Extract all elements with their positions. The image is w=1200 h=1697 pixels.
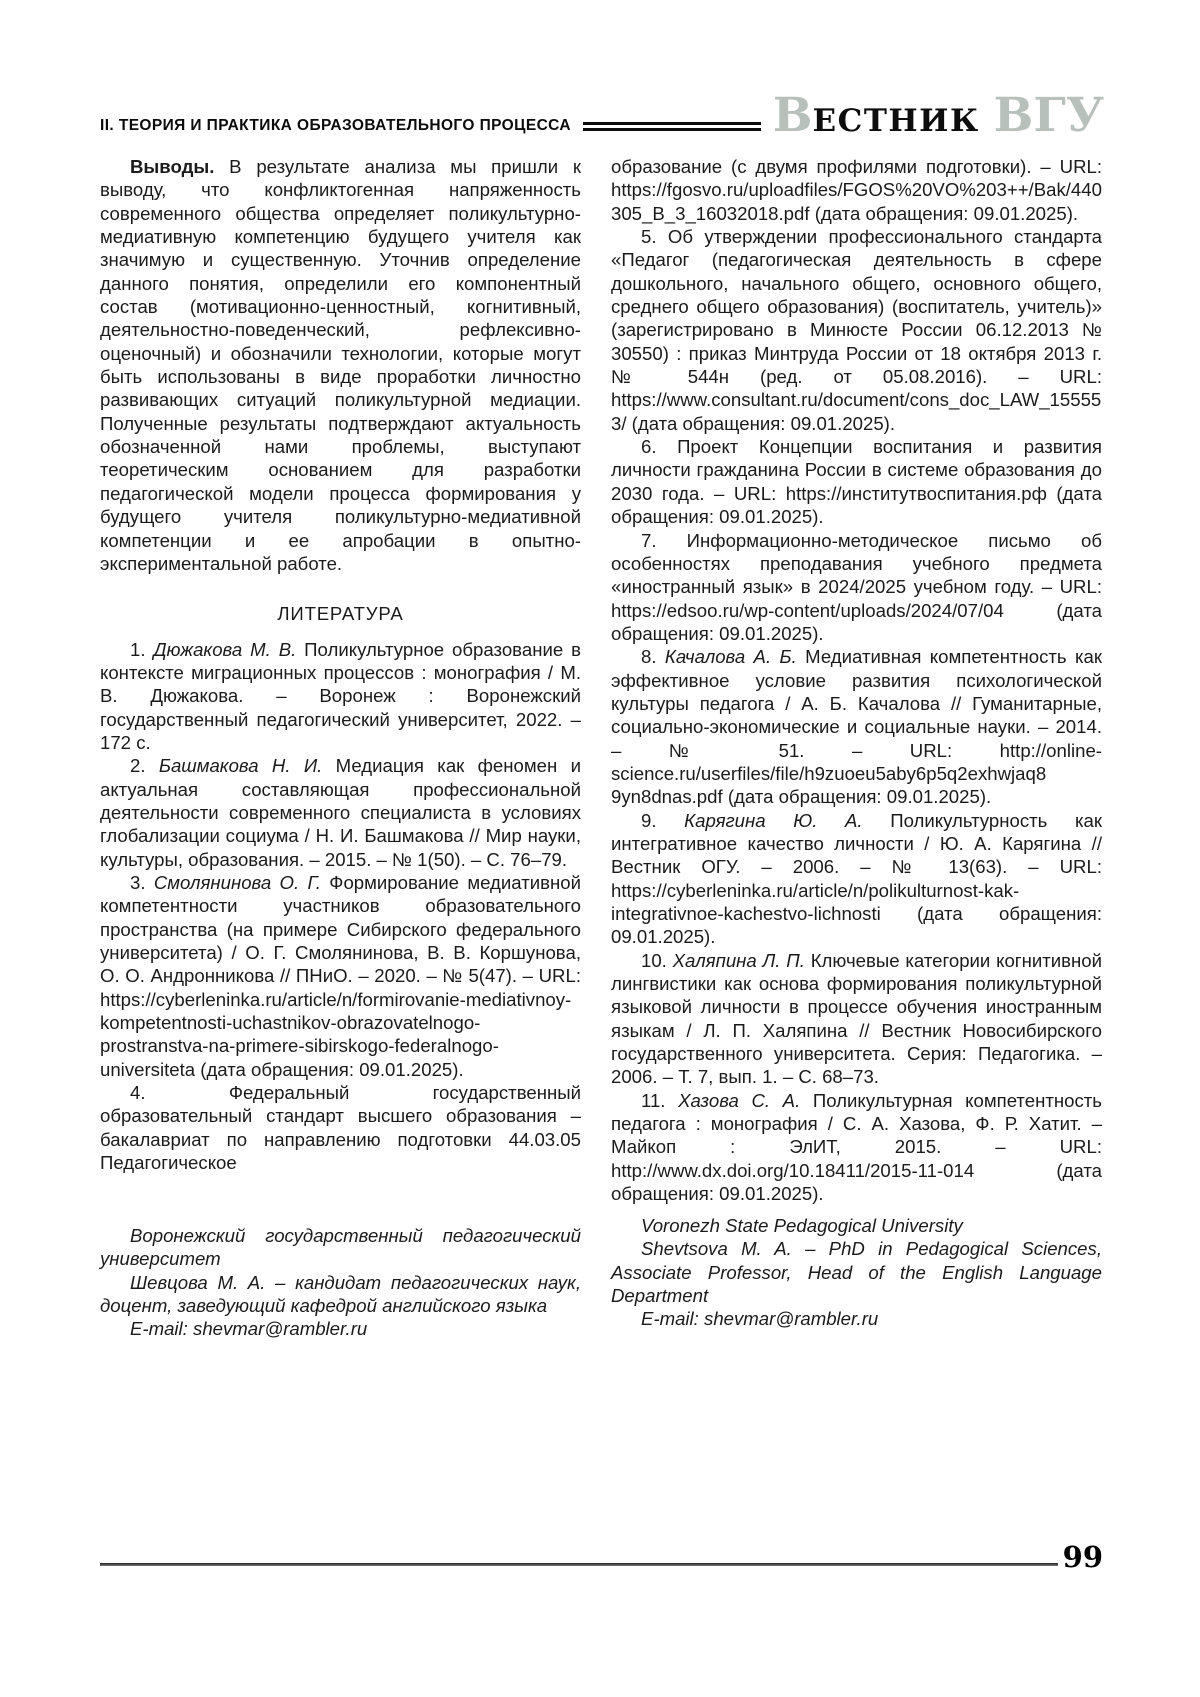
page-header [100,88,1104,143]
left-column [100,155,581,1174]
reference-text: Ключевые категории когнитивной лингвистики как основа формирования поликультурной языковой личности в процессе обучения иностранным языкам / Л. П. Халяпина // Вестник Новосибирского государственного университета. Серия: Педагогика. – 2006. – Т. 7, вып. 1. – С. 68–73. [611,949,1103,1088]
affiliation-line: Shevtsova M. A. – PhD in Pedagogical Sciences, Associate Professor, Head of the English Language Department [611,1238,1102,1307]
reference-item [100,754,581,871]
reference-author: Хазова С. А. [678,1089,801,1111]
reference-item [611,435,1102,528]
reference-text: образование (с двумя профилями подготовки). – URL: https://fgosvo.ru/uploadfiles/FGOS%20VO%203++/Bak/440305_B_3_16032018.pdf (дата обращения: 09.01.2025). [611,156,1102,224]
reference-item-continuation [611,155,1102,225]
page-number: 99 [1062,1540,1103,1574]
reference-text: Медиация как феномен и актуальная составляющая профессиональной деятельности современного специалиста в условиях глобализации социума / Н. И. Башмакова // Мир науки, культуры, образования. – 2015. – № 1(50). – С. 76–79. [100,755,581,870]
section-title: II. ТЕОРИЯ И ПРАКТИКА ОБРАЗОВАТЕЛЬНОГО ПРОЦЕССА [100,117,571,134]
reference-text: Медиативная компетентность как эффективное условие развития психологической культуры педагога / А. Б. Качалова // Гуманитарные, социально-экономические и социальные науки. – 2014. – № 51. – URL: http://online-science.ru/userfiles/file/h9zuoeu5aby6p5q2exhwjaq8 9yn8dnas.pdf (дата обращения: 09.01.2025). [611,646,1102,808]
reference-text: Проект Концепции воспитания и развития личности гражданина России в системе образования до 2030 года. – URL: https://институтвоспитания.рф (дата обращения: 09.01.2025). [611,436,1102,528]
reference-item [611,645,1102,808]
reference-text: Поликультурная компетентность педагога : монография / С. А. Хазова, Ф. Р. Хатит. – Майкоп : ЭлИТ, 2015. – URL: http://www.dx.doi.org/10.18411/2015-11-014 (дата обращения: 09.01.2025). [611,1089,1102,1205]
journal-logo-initial: В [772,88,813,143]
reference-text: Об утверждении профессионального стандарта «Педагог (педагогическая деятельность в сфере дошкольного, начального общего, основного общего, среднего общего образования) (воспитатель, учитель)» (зарегистрировано в Минюсте России 06.12.2013 № 30550) : приказ Минтруда России от 18 октября 2013 г. № 544н (ред. от 05.08.2016). – URL: https://www.consultant.ru/document/cons_doc_LAW_155553/ (дата обращения: 09.01.2025). [611,226,1102,434]
affiliation-line: Воронежский государственный педагогический университет [100,1225,581,1270]
reference-author: Качалова А. Б. [664,646,797,668]
affiliation-line: Voronezh State Pedagogical University [641,1215,963,1236]
reference-number: 8. [641,646,665,668]
reference-text: Поликультурность как интегративное качество личности / Ю. А. Карягина // Вестник ОГУ. – 2006. – № 13(63). – URL: https://cyberleninka.ru/article/n/polikulturnost-kak-integrativnoe-kachestvo-lichnosti (дата обращения: 09.01.2025). [611,809,1102,948]
reference-number: 3. [130,871,154,893]
reference-number: 2. [130,755,159,777]
reference-author: Дюжакова М. В. [153,638,297,660]
reference-text: Поликультурное образование в контексте миграционных процессов : монография / М. В. Дюжакова. – Воронеж : Воронежский государственный педагогический университет, 2022. – 172 с. [100,638,581,753]
reference-author: Карягина Ю. А. [684,809,863,831]
journal-logo-name: ЕСТНИК [812,103,980,139]
affiliation-line: E-mail: shevmar@rambler.ru [130,1318,368,1340]
reference-item [611,949,1102,1089]
footer-rule [100,1563,1058,1566]
reference-text: Информационно-методическое письмо об особенностях преподавания учебного предмета «иностранный язык» в 2024/2025 учебном году. – URL: https://edsoo.ru/wp-content/uploads/2024/07/04 (дата обращения: 09.01.2025). [611,529,1102,644]
reference-number: 10. [641,949,673,971]
reference-number: 7. [641,529,687,551]
affiliation-line: E-mail: shevmar@rambler.ru [641,1308,879,1330]
journal-logo [772,88,1104,143]
affiliation-russian [100,1224,581,1341]
reference-text: Формирование медиативной компетентности участников образовательного пространства (на примере Сибирского федерального университета) / О. Г. Смолянинова, В. В. Коршунова, О. О. Андронникова // ПНиО. – 2020. – № 5(47). – URL: https://cyberleninka.ru/article/n/formirovanie-mediativnoy-kompetentnosti-uchastnikov-obrazovatelnogo-prostranstva-na-primere-sibirskogo-federalnogo-universiteta (дата обращения: 09.01.2025). [100,871,581,1080]
reference-author: Халяпина Л. П. [672,949,805,971]
header-double-rule [583,122,761,131]
conclusions-text: В результате анализа мы пришли к выводу, что конфликтогенная напряженность современного общества определяет поликультурно-медиативную компетенцию будущего учителя как значимую и существенную. Уточнив определение данного понятия, определили его компонентный состав (мотивационно-ценностный, когнитивный, деятельностно-поведенческий, рефлексивно-оценочный) и обозначили технологии, которые могут быть использованы в виде проработки личностно развивающих ситуаций поликультурной медиации. Полученные результаты подтверждают актуальность обозначенной нами проблемы, выступают теоретическим основанием для разработки педагогической модели процесса формирования у будущего учителя поликультурно-медиативной компетенции и ее апробации в опытно-экспериментальной работе. [100,156,581,574]
affiliation-english [611,1214,1102,1331]
journal-logo-abbr: ВГУ [993,88,1104,143]
reference-number: 6. [641,436,678,458]
reference-item [100,1081,581,1174]
reference-item [611,809,1102,949]
conclusions-lead: Выводы. [130,156,215,177]
right-column [611,155,1102,1205]
conclusions-paragraph [100,155,581,575]
reference-number: 4. [130,1082,229,1104]
reference-number: 1. [130,638,154,660]
reference-item [100,638,581,755]
reference-item [100,871,581,1081]
reference-number: 5. [641,226,668,248]
reference-item [611,1089,1102,1206]
literature-heading: ЛИТЕРАТУРА [277,603,404,625]
reference-author: Смолянинова О. Г. [153,871,321,893]
reference-number: 9. [641,809,685,831]
reference-item [611,529,1102,646]
reference-text: Федеральный государственный образовательный стандарт высшего образования – бакалавриат по направлению подготовки 44.03.05 Педагогическое [100,1082,581,1174]
reference-author: Башмакова Н. И. [158,755,323,777]
reference-item [611,225,1102,435]
affiliation-line: Шевцова М. А. – кандидат педагогических наук, доцент, заведующий кафедрой английского языка [100,1271,581,1317]
reference-number: 11. [641,1089,679,1111]
